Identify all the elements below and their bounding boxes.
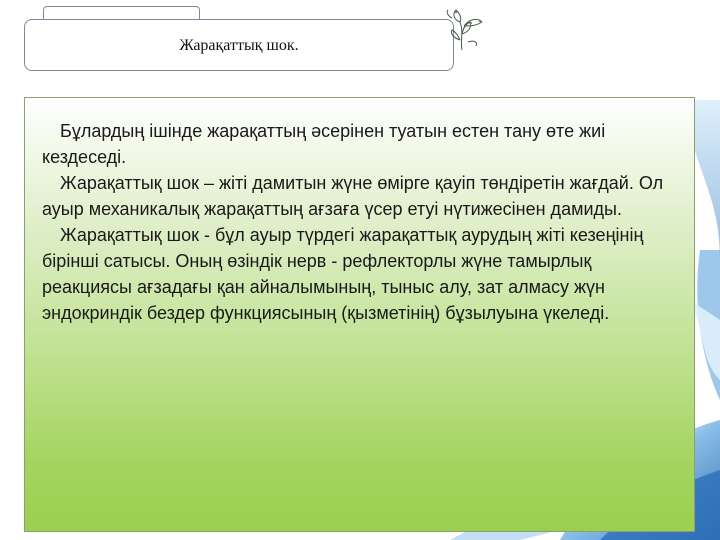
- floral-ornament-icon: [438, 6, 498, 52]
- content-text: [42, 118, 682, 326]
- title-box: [24, 19, 454, 71]
- paragraph-3: Жарақаттық шок - бұл ауыр түрдегі жарақаттық аурудың жіті кезеңінің бірінші сатысы. Оның өзіндік нерв - рефлекторлы жүне тамырлық реакциясы ағзадағы қан айналымының, тыныс алу, зат алмасу жүн эндокриндік бездер функциясының (қызметінің) бұзылуына үкеледі.: [42, 225, 644, 323]
- content-box: [24, 97, 695, 532]
- paragraph-1: Бұлардың ішінде жарақаттың әсерінен туатын естен тану өте жиі кездеседі.: [42, 121, 606, 167]
- slide-title: Жарақаттық шок.: [179, 37, 299, 54]
- paragraph-2: Жарақаттық шок – жіті дамитын жүне өмірге қауіп төндіретін жағдай. Ол ауыр механикалық жарақаттың ағзаға үсер етуі нүтижесінен дамиды.: [42, 173, 664, 219]
